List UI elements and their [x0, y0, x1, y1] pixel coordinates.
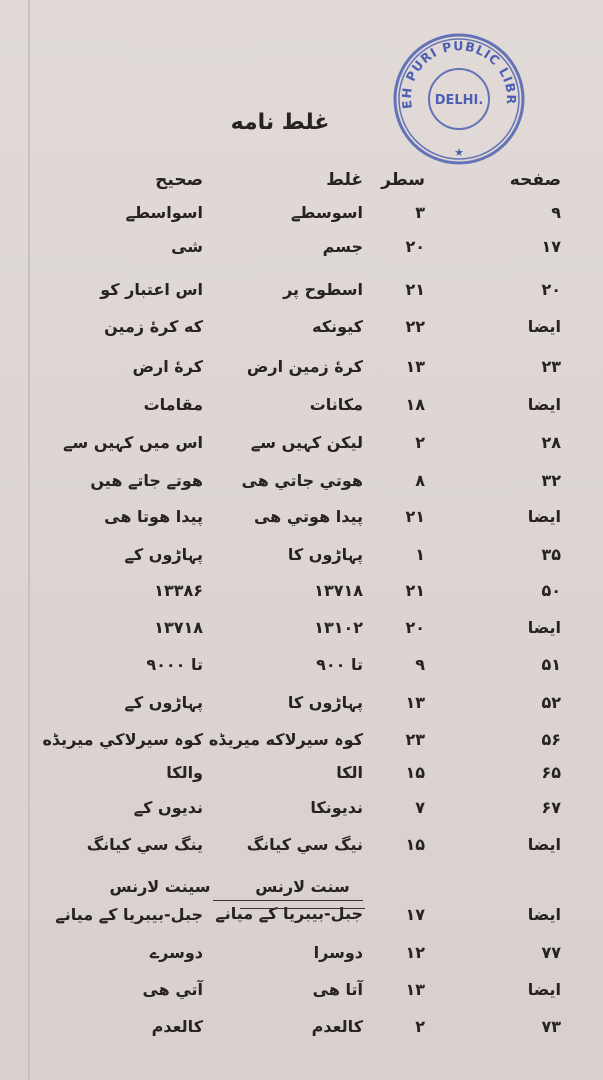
row-line-cell: ۸ [415, 471, 425, 490]
row-page-cell: ۶۵ [541, 763, 561, 782]
row-page-cell: ایضا [527, 835, 561, 854]
row-wrong-cell: پیدا هوتي هی [253, 507, 363, 526]
row-line-cell: ۷ [415, 798, 425, 817]
row-wrong-cell: آتا هی [312, 980, 363, 999]
row-page-cell: ایضا [527, 980, 561, 999]
row-wrong-cell: دوسرا [313, 943, 363, 962]
table-row [0, 198, 603, 234]
row-page-cell: ۵۲ [541, 693, 561, 712]
table-row [0, 428, 603, 464]
row-page-cell: ۲۰ [541, 280, 561, 299]
table-row [0, 938, 603, 974]
row-wrong-cell: کوہ سیرلاکه میریڈه [208, 730, 363, 749]
row-line-cell: ۱ [415, 545, 425, 564]
row-line-cell: ۲۱ [405, 507, 425, 526]
row-page-cell: ۱۷ [541, 237, 561, 256]
row-wrong-cell: جبل-بیبریا کے میانے [213, 900, 363, 927]
table-row [0, 390, 603, 426]
row-wrong-cell: تا ۹۰۰ [316, 655, 363, 674]
table-row [0, 650, 603, 686]
library-stamp-graphic [390, 30, 528, 168]
library-stamp [390, 30, 528, 168]
row-wrong-cell: ۱۳۱۰۲ [314, 618, 363, 637]
stamp-center-text: DELHI. [434, 93, 484, 108]
row-wrong-cell: کالعدم [311, 1017, 363, 1036]
table-row [0, 1012, 603, 1048]
row-wrong-cell: پہاڑوں کا [287, 693, 363, 712]
row-page-cell: ۲۳ [541, 357, 561, 376]
row-page-cell: ایضا [527, 395, 561, 414]
row-wrong-cell: جسم [322, 237, 363, 256]
row-page-cell: ۲۸ [541, 433, 561, 452]
table-row [0, 613, 603, 649]
table-row [0, 352, 603, 388]
table-row [0, 758, 603, 794]
row-wrong-cell: نیگ سي کیانگ [246, 835, 363, 854]
page-title: غلط نامه [230, 110, 330, 135]
row-correct-cell: اسواسطے [125, 203, 203, 222]
table-row [0, 975, 603, 1011]
row-correct-cell: اس میں کہیں سے [63, 433, 203, 452]
row-correct-cell: پہاڑوں کے [124, 693, 203, 712]
interlinear-correct-text: سینت لارنس [109, 877, 211, 896]
row-line-cell: ۲۰ [405, 237, 425, 256]
row-page-cell: ۹ [551, 203, 561, 222]
row-line-cell: ۱۸ [405, 395, 425, 414]
row-line-cell: ۱۳ [405, 693, 425, 712]
row-page-cell: ۵۱ [541, 655, 561, 674]
row-line-cell: ۲۱ [405, 581, 425, 600]
row-correct-cell: ۱۳۷۱۸ [154, 618, 203, 637]
table-row [0, 576, 603, 612]
table-row [0, 830, 603, 866]
table-header [0, 165, 603, 201]
interlinear-wrong [240, 872, 365, 909]
row-wrong-cell: کیونکه [312, 317, 363, 336]
interlinear-correct [90, 872, 230, 908]
header-correct: صحيح [155, 170, 203, 190]
table-row [0, 688, 603, 724]
table-row [0, 540, 603, 576]
row-wrong-cell: ۱۳۷۱۸ [314, 581, 363, 600]
row-page-cell: ۵۰ [541, 581, 561, 600]
row-line-cell: ۱۲ [405, 943, 425, 962]
row-wrong-cell: ندیونکا [310, 798, 363, 817]
row-correct-cell: والکا [166, 763, 203, 782]
row-correct-cell: ندیوں کے [133, 798, 203, 817]
stamp-star-icon: ★ [454, 146, 464, 159]
interlinear-wrong-text: سنت لارنس [255, 877, 350, 896]
row-page-cell: ۵۶ [541, 730, 561, 749]
row-correct-cell: تا ۹۰۰۰ [146, 655, 203, 674]
table-row [0, 725, 603, 761]
row-correct-cell: هوتے جاتے هیں [90, 471, 203, 490]
row-correct-cell: اس اعتبار کو [100, 280, 203, 299]
row-correct-cell: جبل-بیبریا کے میانے [55, 905, 203, 924]
row-line-cell: ۲۰ [405, 618, 425, 637]
row-page-cell: ۳۵ [541, 545, 561, 564]
table-row [0, 793, 603, 829]
row-correct-cell: دوسرے [149, 943, 203, 962]
row-correct-cell: کالعدم [151, 1017, 203, 1036]
row-line-cell: ۱۳ [405, 980, 425, 999]
row-page-cell: ایضا [527, 618, 561, 637]
table-row [0, 502, 603, 538]
header-wrong: غلط [326, 170, 363, 190]
row-wrong-cell: مکانات [309, 395, 363, 414]
table-row [0, 232, 603, 268]
row-correct-cell: ۱۳۳۸۶ [154, 581, 203, 600]
stamp-ring-text: EH PURI PUBLIC LIBR [398, 38, 520, 110]
row-correct-cell: مقامات [143, 395, 203, 414]
row-correct-cell: کوہ سیرلاکي میریڈه [42, 730, 203, 749]
row-line-cell: ۲ [415, 433, 425, 452]
row-correct-cell: آتي هی [142, 980, 203, 999]
row-wrong-cell: الکا [336, 763, 363, 782]
row-correct-cell: شی [171, 237, 203, 256]
row-line-cell: ۲ [415, 1017, 425, 1036]
row-line-cell: ۲۳ [405, 730, 425, 749]
row-page-cell: ۷۷ [541, 943, 561, 962]
row-line-cell: ۱۷ [405, 905, 425, 924]
row-page-cell: ایضا [527, 317, 561, 336]
row-line-cell: ۲۲ [405, 317, 425, 336]
table-row [0, 466, 603, 502]
row-wrong-cell: هوتي جاتي هی [241, 471, 363, 490]
row-line-cell: ۱۵ [405, 763, 425, 782]
row-correct-cell: پیدا هوتا هی [104, 507, 203, 526]
row-wrong-cell: اسطوح پر [283, 280, 363, 299]
row-page-cell: ایضا [527, 905, 561, 924]
row-correct-cell: پہاڑوں کے [124, 545, 203, 564]
header-page: صفحه [509, 170, 561, 190]
header-line: سطر [381, 170, 425, 190]
row-line-cell: ۱۵ [405, 835, 425, 854]
table-row [0, 312, 603, 348]
row-correct-cell: ینگ سي کیانگ [86, 835, 203, 854]
row-line-cell: ۱۳ [405, 357, 425, 376]
row-line-cell: ۹ [415, 655, 425, 674]
table-row [0, 275, 603, 311]
row-page-cell: ایضا [527, 507, 561, 526]
row-wrong-cell: لیکن کہیں سے [250, 433, 363, 452]
row-page-cell: ۷۳ [541, 1017, 561, 1036]
row-wrong-cell: اسوسطے [291, 203, 363, 222]
row-line-cell: ۳ [415, 203, 425, 222]
row-page-cell: ۶۷ [541, 798, 561, 817]
row-line-cell: ۲۱ [405, 280, 425, 299]
row-page-cell: ۳۲ [541, 471, 561, 490]
row-correct-cell: کرهٔ ارض [132, 357, 203, 376]
row-wrong-cell: کرهٔ زمین ارض [246, 357, 363, 376]
row-correct-cell: که کرهٔ زمین [104, 317, 203, 336]
row-wrong-cell: پہاڑوں کا [287, 545, 363, 564]
